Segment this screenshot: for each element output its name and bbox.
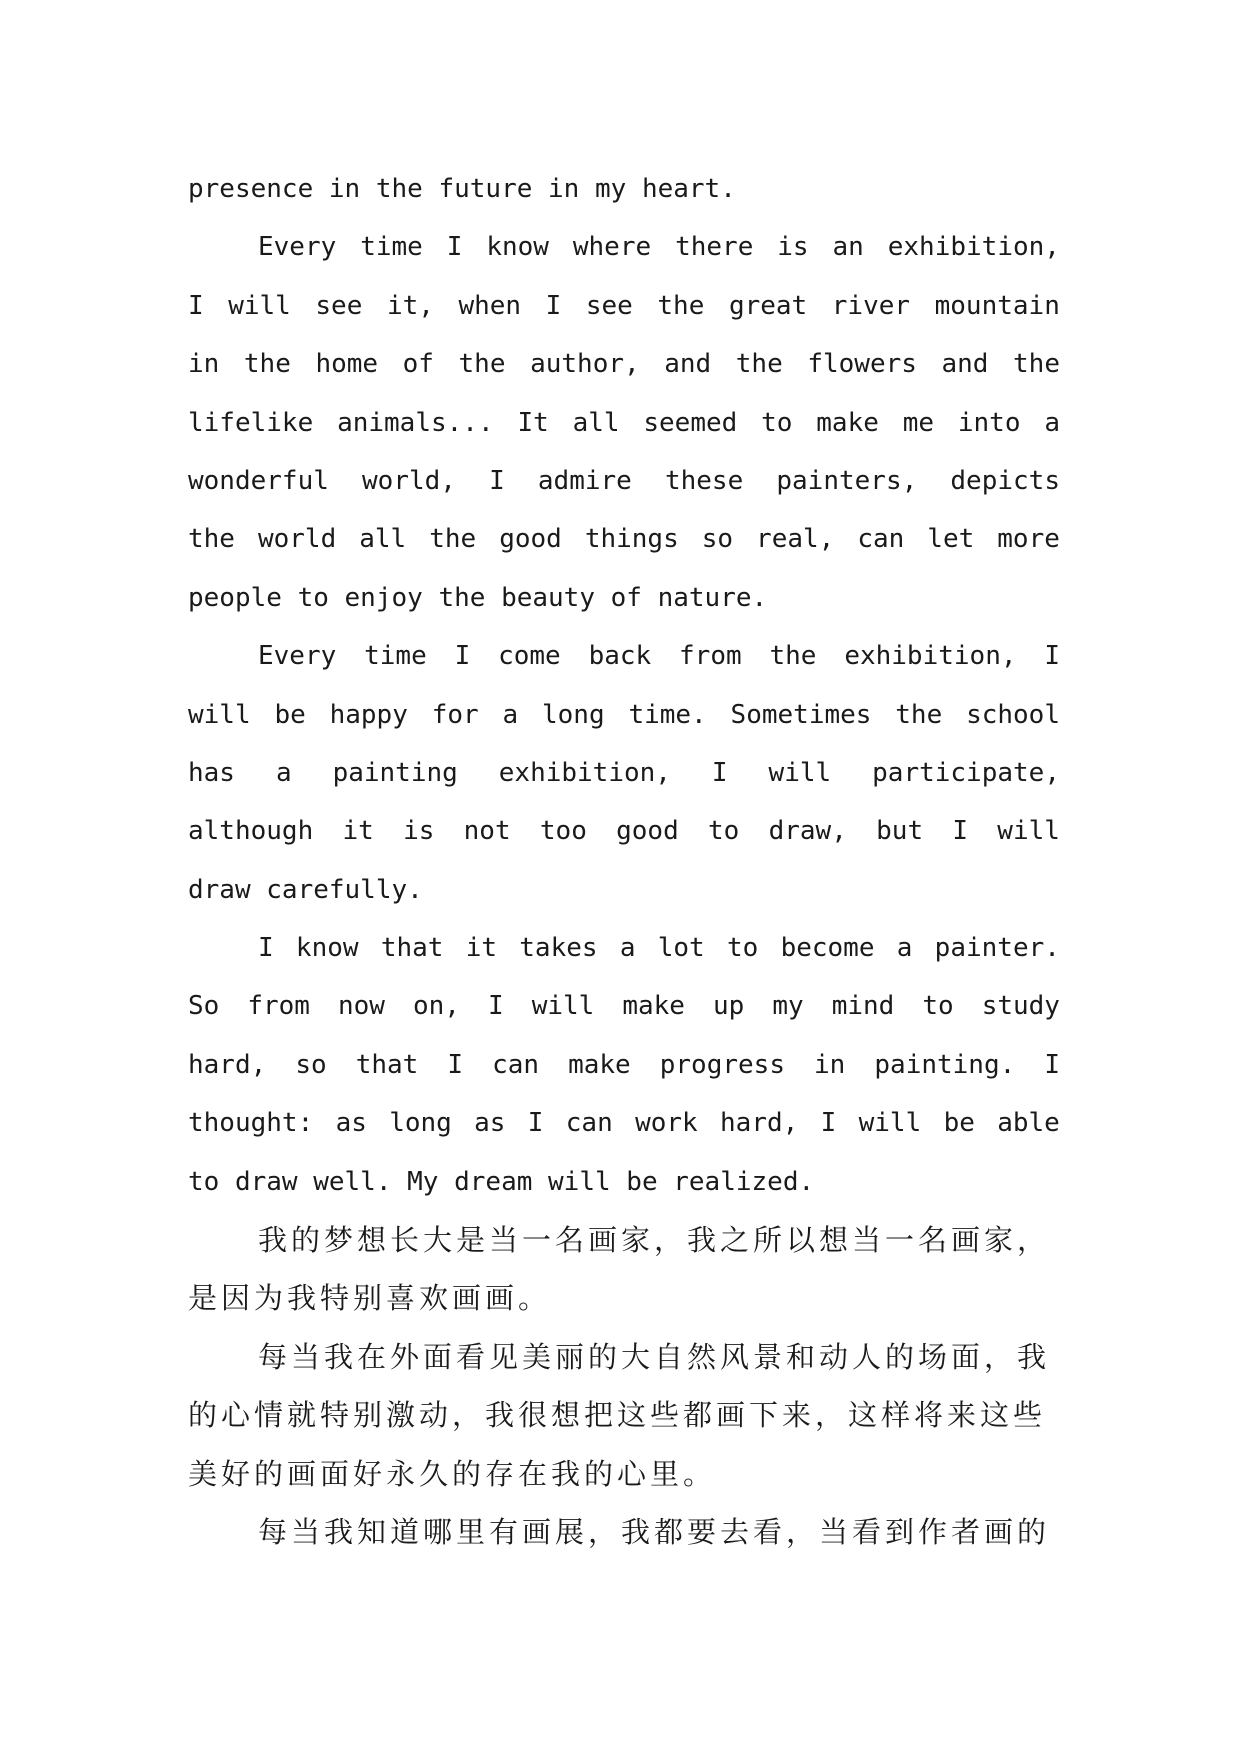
word: there: [675, 232, 754, 263]
word: flowers: [807, 349, 917, 380]
word: participate,: [872, 757, 1060, 788]
word: world,: [362, 465, 456, 496]
word: things: [584, 524, 679, 555]
word: a: [275, 757, 292, 788]
word: exhibition,: [844, 641, 1017, 672]
word: will: [188, 699, 251, 730]
text-line: [188, 218, 1060, 276]
text-line: [188, 510, 1060, 568]
word: to: [726, 933, 759, 964]
word: seemed: [643, 407, 738, 438]
word: time.: [628, 699, 707, 730]
word: all: [359, 524, 407, 555]
word: an: [832, 232, 864, 263]
text-line: 的心情就特别激动，我很想把这些都画下来，这样将来这些: [188, 1398, 1047, 1433]
word: I: [952, 816, 969, 847]
word: I: [188, 290, 204, 321]
word: the: [243, 349, 291, 380]
word: to: [708, 816, 740, 847]
word: but: [876, 816, 924, 847]
word: will: [768, 757, 832, 788]
word: the: [895, 699, 943, 730]
word: the: [1013, 349, 1060, 380]
word: lot: [657, 933, 705, 964]
word: hard,: [720, 1108, 799, 1139]
word: lifelike: [188, 407, 314, 438]
word: study: [981, 991, 1060, 1022]
text-line: [188, 277, 1060, 335]
word: although: [188, 816, 314, 847]
word: Sometimes: [730, 699, 872, 730]
word: now: [338, 991, 385, 1022]
word: so: [701, 524, 734, 555]
text-line: [188, 802, 1060, 860]
word: painting.: [874, 1049, 1016, 1080]
word: a: [502, 699, 519, 730]
word: can: [857, 524, 905, 555]
word: back: [588, 641, 652, 672]
word: the: [769, 641, 817, 672]
word: takes: [519, 933, 598, 964]
word: so: [295, 1049, 327, 1080]
word: come: [498, 641, 561, 672]
word: animals...: [337, 407, 494, 438]
word: admire: [537, 465, 632, 496]
word: see: [315, 290, 363, 321]
word: it: [465, 933, 498, 964]
word: the: [429, 524, 477, 555]
word: Every: [258, 641, 337, 672]
word: will: [531, 991, 595, 1022]
word: draw,: [768, 816, 847, 847]
word: more: [997, 524, 1060, 555]
text-line: presence in the future in my heart.: [188, 174, 736, 204]
word: in: [188, 349, 220, 380]
word: into: [957, 407, 1021, 438]
word: can: [492, 1049, 540, 1080]
word: of: [402, 349, 434, 380]
word: great: [728, 290, 808, 321]
word: the: [657, 290, 705, 321]
text-line: 每当我知道哪里有画展，我都要去看，当看到作者画的: [258, 1514, 1051, 1549]
text-line: [188, 686, 1060, 744]
text-line: 是因为我特别喜欢画画。: [188, 1281, 552, 1316]
word: mind: [831, 991, 895, 1022]
word: world: [257, 524, 337, 555]
text-line: [188, 1036, 1060, 1094]
word: from: [247, 991, 310, 1022]
word: thought:: [188, 1108, 314, 1139]
word: make: [816, 407, 879, 438]
word: that: [355, 1049, 419, 1080]
word: home: [315, 349, 379, 380]
word: will: [997, 816, 1060, 847]
word: to: [922, 991, 954, 1022]
word: good: [616, 816, 679, 847]
word: painters,: [776, 465, 918, 496]
word: So: [188, 991, 220, 1022]
word: these: [664, 465, 744, 496]
word: river: [831, 290, 911, 321]
word: be: [943, 1108, 975, 1139]
word: has: [188, 757, 235, 788]
word: time: [364, 641, 427, 672]
word: me: [902, 407, 935, 438]
word: where: [572, 232, 652, 263]
word: I: [820, 1108, 837, 1139]
word: good: [499, 524, 562, 555]
word: hard,: [188, 1049, 267, 1080]
word: able: [997, 1108, 1060, 1139]
text-line: 我的梦想长大是当一名画家，我之所以想当一名画家，: [258, 1223, 1051, 1258]
word: I: [446, 232, 463, 263]
word: it,: [386, 290, 434, 321]
word: see: [585, 290, 633, 321]
word: long: [541, 699, 605, 730]
word: It: [517, 407, 549, 438]
word: make: [622, 991, 685, 1022]
word: is: [777, 232, 809, 263]
word: I: [1044, 1049, 1060, 1080]
word: know: [295, 933, 359, 964]
word: work: [635, 1108, 698, 1139]
text-line: [188, 627, 1060, 685]
word: when: [458, 290, 522, 321]
word: be: [274, 699, 306, 730]
text-line: [188, 394, 1060, 452]
text-line: [188, 919, 1060, 977]
text-line: draw carefully.: [188, 874, 423, 905]
word: exhibition,: [887, 232, 1060, 263]
text-line: to draw well. My dream will be realized.: [188, 1166, 815, 1197]
word: too: [539, 816, 587, 847]
word: I: [488, 991, 504, 1022]
word: I: [447, 1049, 464, 1080]
word: I: [258, 933, 274, 964]
word: I: [711, 757, 728, 788]
word: wonderful: [188, 465, 329, 496]
word: I: [527, 1108, 544, 1139]
word: my: [772, 991, 804, 1022]
word: a: [619, 933, 636, 964]
word: as: [335, 1108, 367, 1139]
word: for: [431, 699, 479, 730]
word: a: [896, 933, 913, 964]
word: up: [713, 991, 745, 1022]
text-line: [188, 452, 1060, 510]
word: as: [474, 1108, 506, 1139]
word: become: [780, 933, 875, 964]
word: to: [761, 407, 793, 438]
word: long: [389, 1108, 452, 1139]
word: I: [454, 641, 471, 672]
essay-text-block: [188, 160, 1060, 1561]
text-line: [188, 335, 1060, 393]
word: the: [735, 349, 783, 380]
word: will: [858, 1108, 922, 1139]
word: is: [403, 816, 435, 847]
word: a: [1044, 407, 1060, 438]
word: I: [1044, 641, 1060, 672]
word: author,: [530, 349, 640, 380]
text-line: [188, 744, 1060, 802]
word: can: [565, 1108, 613, 1139]
word: school: [966, 699, 1060, 730]
word: painter.: [934, 933, 1060, 964]
word: happy: [329, 699, 408, 730]
word: time: [360, 232, 423, 263]
word: painting: [332, 757, 458, 788]
word: I: [545, 290, 562, 321]
word: make: [568, 1049, 631, 1080]
word: from: [679, 641, 742, 672]
word: not: [463, 816, 511, 847]
word: in: [814, 1049, 846, 1080]
text-line: 美好的画面好永久的存在我的心里。: [188, 1456, 717, 1491]
word: Every: [258, 232, 337, 263]
word: that: [380, 933, 444, 964]
word: the: [458, 349, 506, 380]
word: mountain: [934, 290, 1060, 321]
text-line: [188, 1094, 1060, 1152]
text-line: people to enjoy the beauty of nature.: [188, 582, 768, 613]
word: it: [342, 816, 374, 847]
word: progress: [659, 1049, 785, 1080]
word: and: [664, 349, 712, 380]
word: on,: [413, 991, 460, 1022]
text-line: [188, 977, 1060, 1035]
word: let: [927, 524, 975, 555]
word: real,: [756, 524, 835, 555]
word: depicts: [950, 465, 1060, 496]
word: exhibition,: [498, 757, 671, 788]
word: I: [489, 465, 505, 496]
word: all: [572, 407, 620, 438]
word: know: [486, 232, 549, 263]
word: the: [188, 524, 235, 555]
text-line: 每当我在外面看见美丽的大自然风景和动人的场面，我: [258, 1339, 1051, 1374]
word: will: [228, 290, 291, 321]
word: and: [941, 349, 989, 380]
